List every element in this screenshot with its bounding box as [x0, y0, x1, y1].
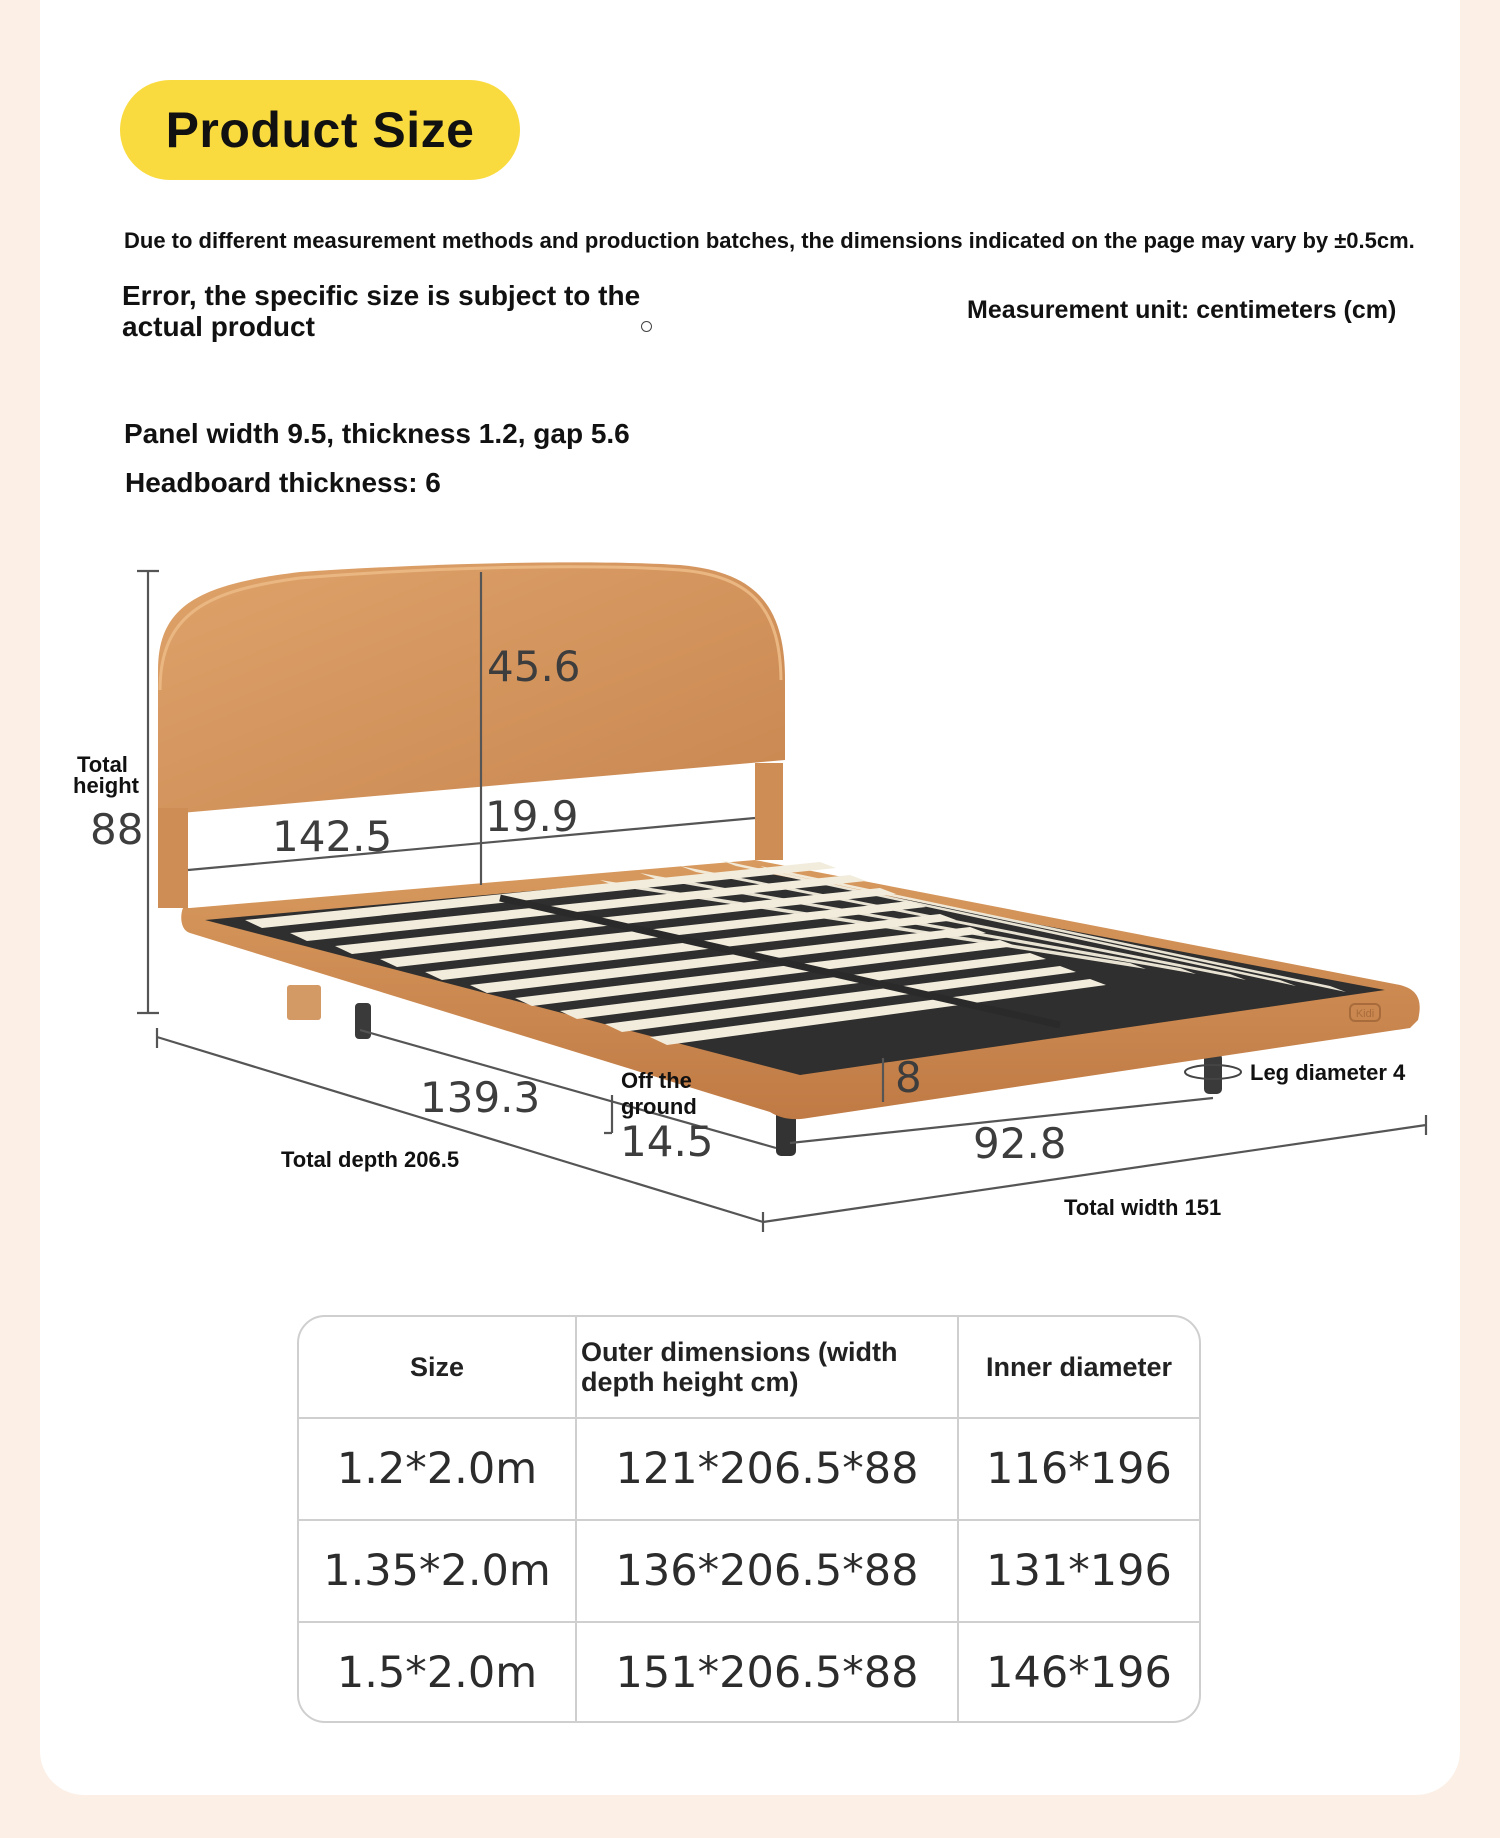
header-inner-diameter: Inner diameter — [985, 1351, 1173, 1382]
height-dimension-line — [137, 571, 159, 1013]
total-height-value: 88 — [90, 805, 144, 854]
total-depth-label: Total depth 206.5 — [281, 1147, 460, 1172]
leg-spacing-value: 92.8 — [973, 1119, 1067, 1168]
inner-width-value: 142.5 — [272, 812, 393, 861]
bed-leg-back-left — [287, 985, 321, 1020]
headboard-post-right — [755, 763, 783, 860]
total-height-label-2: height — [73, 773, 139, 798]
unit-note: Measurement unit: centimeters (cm) — [967, 296, 1397, 324]
size-cell: 1.35*2.0m — [299, 1521, 577, 1621]
headboard — [158, 562, 785, 815]
headboard-height-value: 45.6 — [487, 642, 581, 691]
off-ground-label-2: ground — [621, 1094, 697, 1119]
bed-leg-right — [1204, 1053, 1222, 1094]
measurement-note: Due to different measurement methods and production batches, the dimensions indicated on the page may vary by ±0.5cm. — [124, 228, 1415, 253]
table-row — [299, 1519, 1199, 1621]
size-table — [297, 1315, 1201, 1723]
page-title: Product Size — [165, 102, 475, 158]
inner-diameter-cell: 146*196 — [986, 1648, 1172, 1698]
side-length-value: 139.3 — [420, 1073, 541, 1122]
outer-dimensions-cell: 151*206.5*88 — [577, 1623, 959, 1723]
error-note: Error, the specific size is subject to the actual product — [122, 280, 641, 342]
outer-dimensions-cell: 121*206.5*88 — [577, 1419, 959, 1519]
total-height-label: Total — [77, 752, 128, 777]
off-ground-value: 14.5 — [620, 1117, 714, 1166]
size-cell: 1.5*2.0m — [299, 1623, 577, 1723]
table-header-row — [299, 1317, 1199, 1417]
panel-spec: Panel width 9.5, thickness 1.2, gap 5.6 — [124, 418, 630, 449]
outer-dimensions-cell: 136*206.5*88 — [577, 1521, 959, 1621]
inner-diameter-cell: 116*196 — [986, 1444, 1172, 1494]
headboard-post-left — [158, 808, 188, 908]
off-ground-label: Off the — [621, 1068, 692, 1093]
brand-badge-text: Kidi — [1355, 1008, 1375, 1020]
table-row — [299, 1417, 1199, 1519]
table-row — [299, 1621, 1199, 1723]
header-size: Size — [299, 1317, 577, 1417]
total-width-label: Total width 151 — [1064, 1195, 1222, 1220]
header-outer-dimensions: Outer dimensions (width depth height cm) — [577, 1317, 959, 1417]
size-cell: 1.2*2.0m — [299, 1419, 577, 1519]
frame-height-value: 19.9 — [485, 792, 579, 841]
bed-leg-front-left — [355, 1003, 371, 1039]
headboard-spec: Headboard thickness: 6 — [125, 467, 441, 498]
inner-diameter-cell: 131*196 — [986, 1546, 1172, 1596]
rail-height-value: 8 — [895, 1053, 922, 1102]
leg-diameter-label: Leg diameter 4 — [1250, 1060, 1406, 1085]
